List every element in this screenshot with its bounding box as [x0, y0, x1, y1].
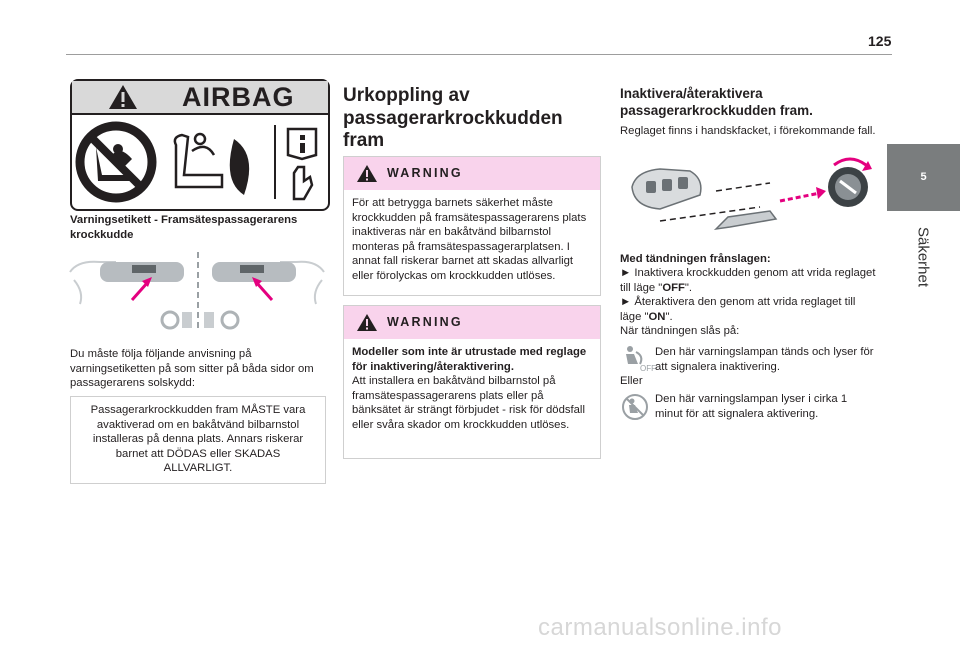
warning-triangle-icon [356, 313, 378, 332]
airbag-label-header [72, 81, 328, 115]
chapter-label-text: Säkerhet [914, 226, 932, 288]
lamp1-text: Den här varningslampan tänds och lyser för att signalera inaktivering. [655, 346, 874, 373]
svg-text:OFF: OFF [640, 364, 656, 373]
step-deactivate [620, 266, 876, 295]
step2-value: ON [648, 310, 666, 323]
page-number: 125 [868, 33, 892, 49]
airbag-label-pictograms [72, 115, 328, 209]
step1-suffix: ". [684, 281, 693, 294]
airbag-off-lamp-icon [620, 342, 656, 373]
ignition-on-text: När tändningen slås på: [620, 325, 740, 337]
header-divider [66, 54, 892, 55]
step-reactivate [620, 295, 876, 324]
warning-header-1 [344, 157, 600, 190]
warning-text-2: Att installera en bakåtvänd bilbarnstol på framsätespassagerarens plats eller på bänksätet är strängt förbjudet - risk för dödsfall eller svåra skador om krockkudden utlöses. [352, 375, 585, 431]
warning-triangle-icon [108, 84, 138, 110]
step1-value: OFF [662, 281, 685, 294]
warning-label-1: WARNING [387, 166, 463, 180]
section-heading: Urkoppling av passagerarkrockkudden fram [343, 85, 563, 151]
step2-prefix: ► Återaktivera den genom att vrida reglaget till läge " [620, 296, 856, 323]
warning-label-2: WARNING [387, 315, 463, 329]
chapter-tab[interactable]: 5 [887, 144, 960, 211]
sun-visor-illustration [70, 250, 326, 332]
warning-header-2 [344, 306, 600, 339]
warning-box-2 [343, 305, 601, 459]
chapter-label [887, 212, 960, 302]
intro-text: Reglaget finns i handskfacket, i förekommande fall. [620, 125, 876, 137]
note-box [70, 396, 326, 484]
watermark: carmanualsonline.info [538, 614, 782, 641]
step2-suffix: ". [665, 310, 673, 323]
key-switch-illustration [620, 157, 876, 247]
warning-box-1 [343, 156, 601, 296]
instruction-text: Du måste följa följande anvisning på varningsetiketten på som sitter på båda sidor om passagerarens solskydd: [70, 348, 314, 390]
note-text: Passagerarkrockkudden fram MÅSTE vara avaktiverad om en bakåtvänd bilbarnstol installeras på denna plats. Annars riskerar barnet att DÖDAS eller SKADAS ALLVARLIGT. [90, 404, 306, 475]
step1-prefix: ► Inaktivera krockkudden genom att vrida reglaget till läge " [620, 267, 876, 294]
or-text: Eller [620, 375, 643, 387]
warning-body-2 [344, 339, 600, 441]
lamp2-text: Den här varningslampan lyser i cirka 1 minut för att signalera aktivering. [655, 393, 848, 420]
warning-triangle-icon [356, 164, 378, 183]
ignition-off-title: Med tändningen frånslagen: [620, 253, 771, 265]
warning-bold-2: Modeller som inte är utrustade med reglage för inaktivering/återaktivering. [352, 346, 587, 373]
airbag-warning-label [70, 79, 330, 211]
label-caption: Varningsetikett - Framsätespassagerarens krockkudde [70, 214, 298, 241]
warning-text-1: För att betrygga barnets säkerhet måste krockkudden på framsätespassagerarens plats inaktiveras när en bakåtvänd bilbarnstol monteras på framsätespassagerarplatsen. I annat fall riskerar barnet att skadas allvarligt eller förolyckas om krockkudden utlöses. [352, 197, 587, 282]
airbag-on-lamp-icon [620, 392, 650, 422]
sub-heading: Inaktivera/återaktivera passagerarkrockkudden fram. [620, 86, 813, 118]
airbag-title: AIRBAG [182, 82, 295, 112]
